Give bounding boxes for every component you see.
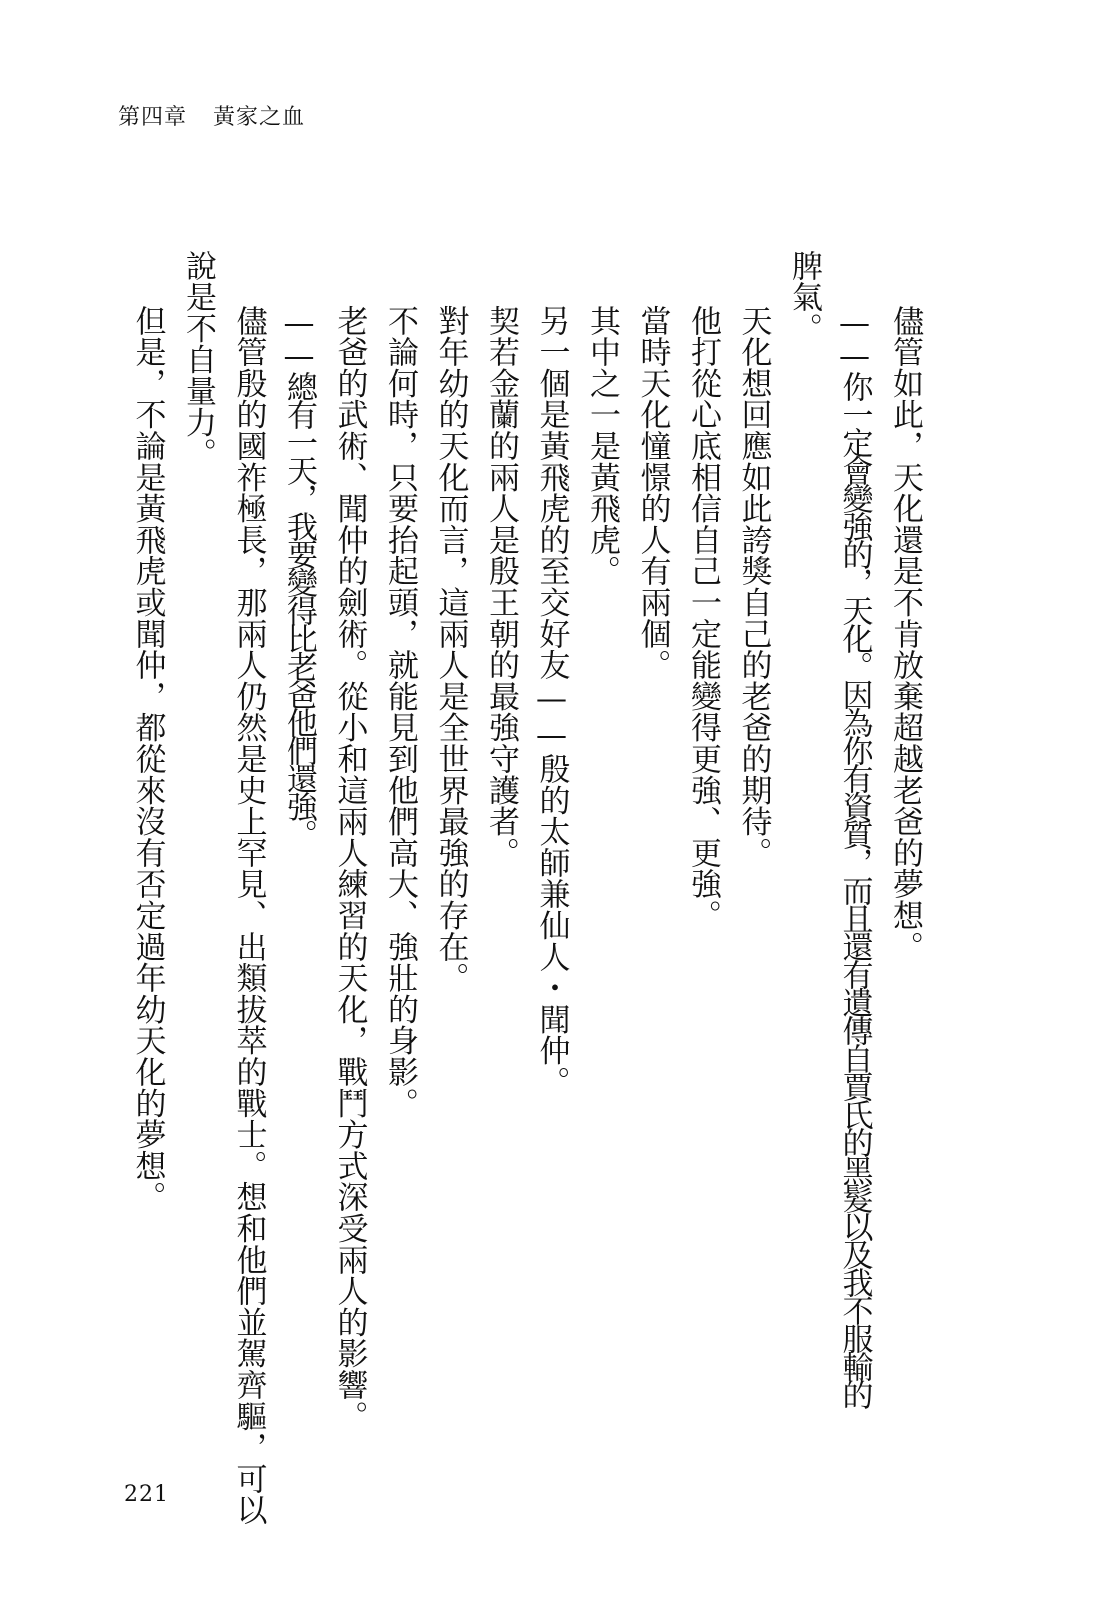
text-column: 老爸的武術、聞仲的劍術。從小和這兩人練習的天化，戰鬥方式深受兩人的影響。 [331,305,368,1432]
chapter-number: 第四章 [118,105,188,130]
text-column: 天化想回應如此誇獎自己的老爸的期待。 [735,305,772,869]
text-column: 儘管如此，天化還是不肯放棄超越老爸的夢想。 [887,305,923,963]
text-column: ——你一定會變強的，天化。因為你有資質，而且還有遺傳自賈氏的黑髮以及我不服輸的 [836,305,873,1407]
text-column: ——總有一天，我要變得比老爸他們還強。 [281,305,317,847]
text-column: 另一個是黃飛虎的至交好友——殷的太師兼仙人・聞仲。 [533,305,570,1098]
text-column: 儘管殷的國祚極長，那兩人仍然是史上罕見、出類拔萃的戰士。想和他們並駕齊驅，可以 [230,305,267,1526]
text-column: 脾氣。 [786,250,822,344]
text-column: 說是不自量力。 [180,250,216,470]
text-column: 當時天化憧憬的人有兩個。 [634,305,671,681]
text-column: 對年幼的天化而言，這兩人是全世界最強的存在。 [432,305,469,994]
text-column: 其中之一是黃飛虎。 [584,305,620,587]
running-header [118,100,305,131]
text-column: 契若金蘭的兩人是殷王朝的最強守護者。 [483,305,519,869]
text-column: 他打從心底相信自己一定能變得更強、更強。 [685,305,721,931]
page-number: 221 [124,1482,169,1507]
text-column: 不論何時，只要抬起頭，就能見到他們高大、強壯的身影。 [382,305,418,1119]
text-column: 但是，不論是黃飛虎或聞仲，都從來沒有否定過年幼天化的夢想。 [129,305,166,1213]
chapter-title: 黃家之血 [213,105,306,130]
